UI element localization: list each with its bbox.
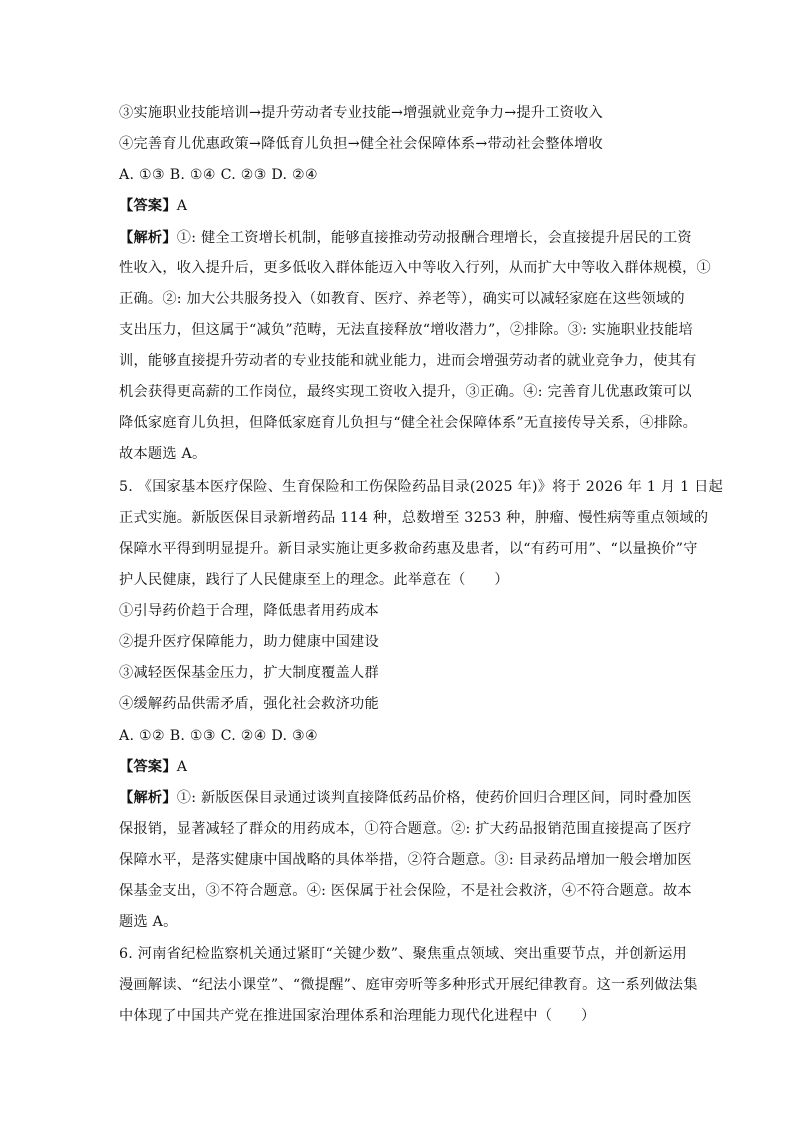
q5-option-2: ②提升医疗保障能力，助力健康中国建设 [119,634,379,650]
q5-option-3: ③减轻医保基金压力，扩大制度覆盖人群 [119,665,379,681]
q5-analysis-tag: 【解析】 [119,790,177,806]
q5-option-4: ④缓解药品供需矛盾，强化社会救济功能 [119,696,379,712]
q4-analysis-line: 降低家庭育儿负担，但降低家庭育儿负担与“健全社会保障体系”无直接传导关系，④排除。 [119,415,698,431]
q4-answer-tag: 【答案】 [119,198,177,214]
q5-analysis-line: 题选 A。 [119,914,178,930]
q4-option-3: ③实施职业技能培训→提升劳动者专业技能→增强就业竞争力→提升工资收入 [119,105,603,121]
q4-analysis-line: 机会获得更高薪的工作岗位，最终实现工资收入提升，③正确。④: 完善育儿优惠政策可以 [119,384,692,400]
q4-analysis-text: ①: 健全工资增长机制，能够直接推动劳动报酬合理增长，会直接提升居民的工资 [176,230,692,246]
q5-option-1: ①引导药价趋于合理，降低患者用药成本 [119,603,379,619]
q4-analysis-line [119,228,694,248]
q5-stem-line: 5. 《国家基本医疗保险、生育保险和工伤保险药品目录(2025 年)》将于 2026 年 1 月 1 日起 [119,479,724,495]
q4-analysis-line: 正确。②: 加大公共服务投入（如教育、医疗、养老等），确实可以减轻家庭在这些领域的 [119,291,685,307]
q5-stem-line: 保障水平得到明显提升。新目录实施让更多救命药惠及患者，以“有药可用”、“以量换价”守 [119,541,698,557]
q5-answer-value: A [176,759,188,775]
q5-analysis-line [119,788,694,808]
q4-analysis-line: 性收入，收入提升后，更多低收入群体能迈入中等收入行列，从而扩大中等收入群体规模，① [119,260,711,276]
q5-analysis-text: ①: 新版医保目录通过谈判直接降低药品价格，使药价回归合理区间，同时叠加医 [176,790,692,806]
q4-analysis-tag: 【解析】 [119,230,177,246]
q5-choices: A. ①② B. ①③ C. ②④ D. ③④ [119,728,318,744]
q6-stem-line: 6. 河南省纪检监察机关通过紧盯“关键少数”、聚焦重点领域、突出重要节点，并创新运用 [119,946,687,962]
q5-analysis-line: 保报销，显著减轻了群众的用药成本，①符合题意。②: 扩大药品报销范围直接提高了医疗 [119,821,692,837]
q5-answer-tag: 【答案】 [119,759,177,775]
q4-choices: A. ①③ B. ①④ C. ②③ D. ②④ [119,167,318,183]
q5-analysis-line: 保障水平，是落实健康中国战略的具体举措，②符合题意。③: 目录药品增加一般会增加医 [119,852,692,868]
q6-stem-line: 中体现了中国共产党在推进国家治理体系和治理能力现代化进程中（ ） [119,1008,596,1024]
q5-stem-line: 正式实施。新版医保目录新增药品 114 种，总数增至 3253 种，肿瘤、慢性病等重点领域的 [119,510,709,526]
q4-answer-value: A [176,198,188,214]
q4-answer [119,196,694,216]
q6-stem-line: 漫画解读、“纪法小课堂”、“微提醒”、庭审旁听等多种形式开展纪律教育。这一系列做法集 [119,977,698,993]
q4-option-4: ④完善育儿优惠政策→降低育儿负担→健全社会保障体系→带动社会整体增收 [119,136,603,152]
q5-answer [119,757,694,777]
q4-analysis-line: 故本题选 A。 [119,446,207,462]
q4-analysis-line: 训，能够直接提升劳动者的专业技能和就业能力，进而会增强劳动者的就业竞争力，使其有 [119,353,697,369]
q4-analysis-line: 支出压力，但这属于“减负”范畴，无法直接释放“增收潜力”，②排除。③: 实施职业技能培 [119,322,693,338]
q5-stem-line: 护人民健康，践行了人民健康至上的理念。此举意在（ ） [119,572,509,588]
q5-analysis-line: 保基金支出，③不符合题意。④: 医保属于社会保险，不是社会救济，④不符合题意。故本 [119,883,692,899]
